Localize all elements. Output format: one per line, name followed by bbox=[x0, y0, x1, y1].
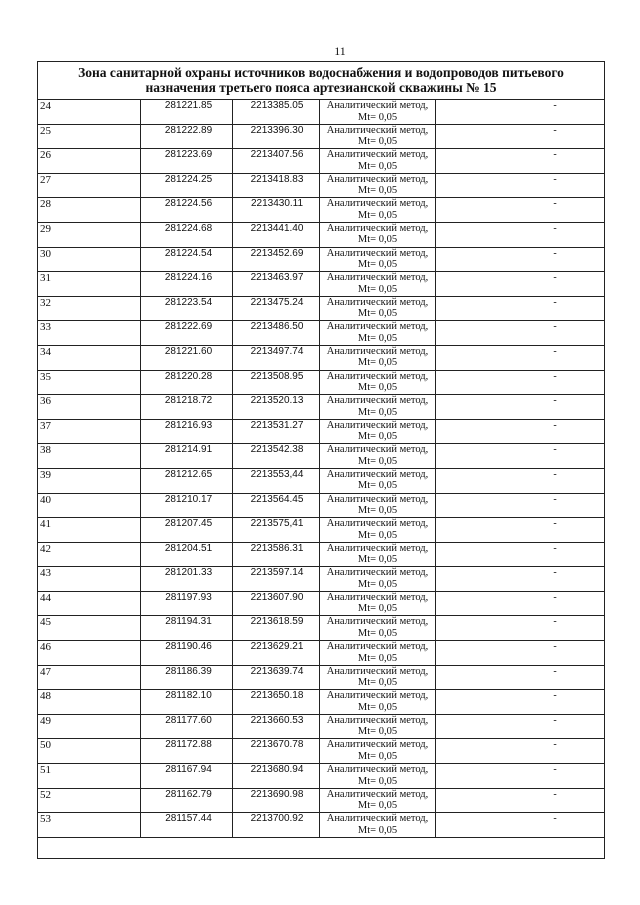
point-number: 36 bbox=[38, 395, 141, 420]
coordinate-y: 2213407.56 bbox=[233, 149, 320, 174]
method-cell bbox=[320, 764, 436, 789]
accuracy-label: Mt= 0,05 bbox=[357, 627, 398, 639]
method-label: Аналитический метод, bbox=[326, 567, 429, 579]
table-row bbox=[38, 591, 605, 616]
accuracy-label: Mt= 0,05 bbox=[357, 726, 398, 738]
point-number: 24 bbox=[38, 100, 141, 125]
coordinate-y: 2213463.97 bbox=[233, 272, 320, 297]
coordinate-x: 281212.65 bbox=[141, 468, 233, 493]
method-cell bbox=[320, 321, 436, 346]
point-number: 26 bbox=[38, 149, 141, 174]
accuracy-label: Mt= 0,05 bbox=[357, 603, 398, 615]
description-value: - bbox=[553, 468, 557, 480]
coordinate-x: 281224.25 bbox=[141, 173, 233, 198]
method-cell bbox=[320, 149, 436, 174]
coordinate-x: 281224.54 bbox=[141, 247, 233, 272]
method-cell bbox=[320, 468, 436, 493]
description-value: - bbox=[553, 714, 557, 726]
coordinate-x: 281162.79 bbox=[141, 788, 233, 813]
method-cell bbox=[320, 788, 436, 813]
method-label: Аналитический метод, bbox=[326, 764, 429, 776]
point-number: 47 bbox=[38, 665, 141, 690]
table-row bbox=[38, 493, 605, 518]
coordinate-x: 281197.93 bbox=[141, 591, 233, 616]
coordinate-y: 2213680.94 bbox=[233, 764, 320, 789]
method-cell bbox=[320, 567, 436, 592]
accuracy-label: Mt= 0,05 bbox=[357, 332, 398, 344]
method-cell bbox=[320, 690, 436, 715]
point-number: 35 bbox=[38, 370, 141, 395]
method-cell bbox=[320, 222, 436, 247]
description-value: - bbox=[553, 616, 557, 628]
description-value: - bbox=[553, 641, 557, 653]
method-label: Аналитический метод, bbox=[326, 247, 429, 259]
accuracy-label: Mt= 0,05 bbox=[357, 431, 398, 443]
method-label: Аналитический метод, bbox=[326, 813, 429, 825]
accuracy-label: Mt= 0,05 bbox=[357, 775, 398, 787]
description-value: - bbox=[553, 567, 557, 579]
point-number: 48 bbox=[38, 690, 141, 715]
description-cell bbox=[436, 714, 605, 739]
method-cell bbox=[320, 198, 436, 223]
table-row bbox=[38, 641, 605, 666]
description-value: - bbox=[553, 813, 557, 825]
accuracy-label: Mt= 0,05 bbox=[357, 824, 398, 836]
coordinate-y: 2213497.74 bbox=[233, 345, 320, 370]
description-cell bbox=[436, 493, 605, 518]
coordinate-x: 281216.93 bbox=[141, 419, 233, 444]
accuracy-label: Mt= 0,05 bbox=[357, 578, 398, 590]
coordinate-y: 2213542.38 bbox=[233, 444, 320, 469]
point-number: 29 bbox=[38, 222, 141, 247]
coordinate-x: 281167.94 bbox=[141, 764, 233, 789]
table-bottom-strip bbox=[38, 837, 605, 858]
coordinate-y: 2213700.92 bbox=[233, 813, 320, 838]
coordinate-y: 2213607.90 bbox=[233, 591, 320, 616]
method-label: Аналитический метод, bbox=[326, 345, 429, 357]
coordinate-y: 2213475.24 bbox=[233, 296, 320, 321]
description-value: - bbox=[553, 173, 557, 185]
coordinate-y: 2213670.78 bbox=[233, 739, 320, 764]
coordinate-x: 281214.91 bbox=[141, 444, 233, 469]
method-cell bbox=[320, 370, 436, 395]
coordinate-x: 281223.54 bbox=[141, 296, 233, 321]
coordinate-y: 2213553,44 bbox=[233, 468, 320, 493]
description-value: - bbox=[553, 124, 557, 136]
method-cell bbox=[320, 714, 436, 739]
method-label: Аналитический метод, bbox=[326, 591, 429, 603]
description-cell bbox=[436, 567, 605, 592]
method-label: Аналитический метод, bbox=[326, 124, 429, 136]
point-number: 33 bbox=[38, 321, 141, 346]
point-number: 43 bbox=[38, 567, 141, 592]
description-value: - bbox=[553, 419, 557, 431]
description-cell bbox=[436, 690, 605, 715]
accuracy-label: Mt= 0,05 bbox=[357, 259, 398, 271]
point-number: 52 bbox=[38, 788, 141, 813]
coordinate-x: 281194.31 bbox=[141, 616, 233, 641]
method-label: Аналитический метод, bbox=[326, 444, 429, 456]
accuracy-label: Mt= 0,05 bbox=[357, 480, 398, 492]
method-label: Аналитический метод, bbox=[326, 198, 429, 210]
coordinate-y: 2213418.83 bbox=[233, 173, 320, 198]
table-row bbox=[38, 173, 605, 198]
coordinate-y: 2213575,41 bbox=[233, 518, 320, 543]
description-value: - bbox=[553, 764, 557, 776]
description-cell bbox=[436, 665, 605, 690]
method-cell bbox=[320, 247, 436, 272]
accuracy-label: Mt= 0,05 bbox=[357, 357, 398, 369]
description-cell bbox=[436, 124, 605, 149]
coordinate-y: 2213520.13 bbox=[233, 395, 320, 420]
description-cell bbox=[436, 395, 605, 420]
description-cell bbox=[436, 321, 605, 346]
description-value: - bbox=[553, 149, 557, 161]
description-cell bbox=[436, 616, 605, 641]
accuracy-label: Mt= 0,05 bbox=[357, 505, 398, 516]
point-number: 45 bbox=[38, 616, 141, 641]
description-cell bbox=[436, 272, 605, 297]
coordinate-y: 2213441.40 bbox=[233, 222, 320, 247]
point-number: 39 bbox=[38, 468, 141, 493]
method-label: Аналитический метод, bbox=[326, 321, 429, 333]
coordinate-x: 281204.51 bbox=[141, 542, 233, 567]
method-label: Аналитический метод, bbox=[326, 272, 429, 284]
coordinate-x: 281223.69 bbox=[141, 149, 233, 174]
coordinate-y: 2213430.11 bbox=[233, 198, 320, 223]
method-cell bbox=[320, 296, 436, 321]
accuracy-label: Mt= 0,05 bbox=[357, 160, 398, 172]
coordinate-x: 281222.89 bbox=[141, 124, 233, 149]
point-number: 51 bbox=[38, 764, 141, 789]
description-cell bbox=[436, 173, 605, 198]
coordinate-x: 281221.60 bbox=[141, 345, 233, 370]
description-value: - bbox=[553, 444, 557, 456]
description-value: - bbox=[553, 665, 557, 677]
description-value: - bbox=[553, 198, 557, 210]
method-label: Аналитический метод, bbox=[326, 100, 429, 111]
description-value: - bbox=[553, 739, 557, 751]
method-cell bbox=[320, 518, 436, 543]
point-number: 46 bbox=[38, 641, 141, 666]
table-row bbox=[38, 419, 605, 444]
description-cell bbox=[436, 247, 605, 272]
description-value: - bbox=[553, 345, 557, 357]
coordinate-y: 2213486.50 bbox=[233, 321, 320, 346]
point-number: 25 bbox=[38, 124, 141, 149]
coordinate-y: 2213508.95 bbox=[233, 370, 320, 395]
empty-cell bbox=[38, 837, 605, 858]
coordinate-x: 281221.85 bbox=[141, 100, 233, 125]
method-label: Аналитический метод, bbox=[326, 370, 429, 382]
method-cell bbox=[320, 419, 436, 444]
method-label: Аналитический метод, bbox=[326, 714, 429, 726]
coordinate-x: 281224.56 bbox=[141, 198, 233, 223]
coordinate-x: 281207.45 bbox=[141, 518, 233, 543]
accuracy-label: Mt= 0,05 bbox=[357, 209, 398, 221]
point-number: 31 bbox=[38, 272, 141, 297]
coordinate-y: 2213618.59 bbox=[233, 616, 320, 641]
description-cell bbox=[436, 444, 605, 469]
table-row bbox=[38, 764, 605, 789]
method-cell bbox=[320, 542, 436, 567]
method-label: Аналитический метод, bbox=[326, 542, 429, 554]
description-cell bbox=[436, 222, 605, 247]
coordinate-x: 281182.10 bbox=[141, 690, 233, 715]
method-cell bbox=[320, 100, 436, 125]
coordinate-y: 2213452.69 bbox=[233, 247, 320, 272]
accuracy-label: Mt= 0,05 bbox=[357, 111, 398, 123]
description-cell bbox=[436, 345, 605, 370]
accuracy-label: Mt= 0,05 bbox=[357, 234, 398, 246]
table-row bbox=[38, 296, 605, 321]
coordinate-y: 2213385.05 bbox=[233, 100, 320, 125]
table-row bbox=[38, 198, 605, 223]
accuracy-label: Mt= 0,05 bbox=[357, 554, 398, 566]
accuracy-label: Mt= 0,05 bbox=[357, 800, 398, 812]
method-label: Аналитический метод, bbox=[326, 739, 429, 751]
coordinate-x: 281177.60 bbox=[141, 714, 233, 739]
accuracy-label: Mt= 0,05 bbox=[357, 136, 398, 148]
point-number: 44 bbox=[38, 591, 141, 616]
description-value: - bbox=[553, 296, 557, 308]
method-label: Аналитический метод, bbox=[326, 395, 429, 407]
coordinate-y: 2213629.21 bbox=[233, 641, 320, 666]
description-cell bbox=[436, 100, 605, 125]
description-cell bbox=[436, 296, 605, 321]
table-row bbox=[38, 665, 605, 690]
coordinate-x: 281224.68 bbox=[141, 222, 233, 247]
point-number: 37 bbox=[38, 419, 141, 444]
coordinate-x: 281220.28 bbox=[141, 370, 233, 395]
table-row bbox=[38, 247, 605, 272]
method-label: Аналитический метод, bbox=[326, 690, 429, 702]
table-title bbox=[38, 62, 605, 100]
description-value: - bbox=[553, 518, 557, 530]
description-value: - bbox=[553, 321, 557, 333]
method-cell bbox=[320, 591, 436, 616]
description-cell bbox=[436, 370, 605, 395]
description-cell bbox=[436, 591, 605, 616]
method-label: Аналитический метод, bbox=[326, 173, 429, 185]
method-cell bbox=[320, 739, 436, 764]
description-value: - bbox=[553, 395, 557, 407]
description-cell bbox=[436, 813, 605, 838]
coordinate-y: 2213586.31 bbox=[233, 542, 320, 567]
table-row bbox=[38, 788, 605, 813]
point-number: 32 bbox=[38, 296, 141, 321]
point-number: 38 bbox=[38, 444, 141, 469]
method-cell bbox=[320, 665, 436, 690]
method-label: Аналитический метод, bbox=[326, 641, 429, 653]
description-cell bbox=[436, 419, 605, 444]
description-cell bbox=[436, 468, 605, 493]
coordinate-x: 281157.44 bbox=[141, 813, 233, 838]
coordinate-x: 281222.69 bbox=[141, 321, 233, 346]
method-cell bbox=[320, 641, 436, 666]
accuracy-label: Mt= 0,05 bbox=[357, 455, 398, 467]
accuracy-label: Mt= 0,05 bbox=[357, 406, 398, 418]
coordinate-y: 2213690.98 bbox=[233, 788, 320, 813]
method-label: Аналитический метод, bbox=[326, 665, 429, 677]
table-title-line2: назначения третьего пояса артезианской скважины № 15 bbox=[145, 80, 497, 95]
method-cell bbox=[320, 616, 436, 641]
method-cell bbox=[320, 173, 436, 198]
point-number: 28 bbox=[38, 198, 141, 223]
coordinate-y: 2213650.18 bbox=[233, 690, 320, 715]
point-number: 53 bbox=[38, 813, 141, 838]
point-number: 34 bbox=[38, 345, 141, 370]
coordinate-y: 2213531.27 bbox=[233, 419, 320, 444]
coordinate-y: 2213564.45 bbox=[233, 493, 320, 518]
description-cell bbox=[436, 764, 605, 789]
coordinate-x: 281186.39 bbox=[141, 665, 233, 690]
coordinate-y: 2213660.53 bbox=[233, 714, 320, 739]
description-value: - bbox=[553, 370, 557, 382]
description-value: - bbox=[553, 690, 557, 702]
accuracy-label: Mt= 0,05 bbox=[357, 185, 398, 197]
point-number: 27 bbox=[38, 173, 141, 198]
description-value: - bbox=[553, 591, 557, 603]
method-label: Аналитический метод, bbox=[326, 419, 429, 431]
method-cell bbox=[320, 124, 436, 149]
point-number: 41 bbox=[38, 518, 141, 543]
accuracy-label: Mt= 0,05 bbox=[357, 308, 398, 320]
method-label: Аналитический метод, bbox=[326, 468, 429, 480]
description-cell bbox=[436, 198, 605, 223]
table-row bbox=[38, 321, 605, 346]
description-cell bbox=[436, 542, 605, 567]
coordinate-y: 2213396.30 bbox=[233, 124, 320, 149]
table-row bbox=[38, 690, 605, 715]
coordinate-x: 281172.88 bbox=[141, 739, 233, 764]
coordinate-y: 2213597.14 bbox=[233, 567, 320, 592]
method-label: Аналитический метод, bbox=[326, 518, 429, 530]
description-cell bbox=[436, 641, 605, 666]
description-cell bbox=[436, 149, 605, 174]
table-row bbox=[38, 468, 605, 493]
method-label: Аналитический метод, bbox=[326, 222, 429, 234]
description-cell bbox=[436, 739, 605, 764]
coordinate-x: 281224.16 bbox=[141, 272, 233, 297]
table-row bbox=[38, 616, 605, 641]
page-number: 11 bbox=[334, 44, 346, 58]
description-value: - bbox=[553, 222, 557, 234]
table-row bbox=[38, 100, 605, 125]
table-row bbox=[38, 395, 605, 420]
method-cell bbox=[320, 345, 436, 370]
point-number: 50 bbox=[38, 739, 141, 764]
description-value: - bbox=[553, 247, 557, 259]
point-number: 49 bbox=[38, 714, 141, 739]
accuracy-label: Mt= 0,05 bbox=[357, 652, 398, 664]
coordinate-y: 2213639.74 bbox=[233, 665, 320, 690]
method-cell bbox=[320, 813, 436, 838]
table-row bbox=[38, 124, 605, 149]
point-number: 40 bbox=[38, 493, 141, 518]
method-label: Аналитический метод, bbox=[326, 149, 429, 161]
table-title-line1: Зона санитарной охраны источников водоснабжения и водопроводов питьевого bbox=[78, 65, 564, 80]
coordinate-x: 281218.72 bbox=[141, 395, 233, 420]
coordinate-x: 281190.46 bbox=[141, 641, 233, 666]
table-row bbox=[38, 444, 605, 469]
method-label: Аналитический метод, bbox=[326, 493, 429, 505]
coordinate-x: 281210.17 bbox=[141, 493, 233, 518]
accuracy-label: Mt= 0,05 bbox=[357, 283, 398, 295]
accuracy-label: Mt= 0,05 bbox=[357, 529, 398, 541]
table-row bbox=[38, 813, 605, 838]
table-row bbox=[38, 739, 605, 764]
accuracy-label: Mt= 0,05 bbox=[357, 677, 398, 689]
table-row bbox=[38, 714, 605, 739]
method-cell bbox=[320, 493, 436, 518]
table-row bbox=[38, 567, 605, 592]
method-cell bbox=[320, 444, 436, 469]
description-value: - bbox=[553, 272, 557, 284]
description-value: - bbox=[553, 100, 557, 111]
description-value: - bbox=[553, 493, 557, 505]
point-number: 30 bbox=[38, 247, 141, 272]
table-row bbox=[38, 149, 605, 174]
method-label: Аналитический метод, bbox=[326, 788, 429, 800]
method-cell bbox=[320, 272, 436, 297]
coordinates-table bbox=[37, 61, 605, 859]
table-row bbox=[38, 518, 605, 543]
point-number: 42 bbox=[38, 542, 141, 567]
accuracy-label: Mt= 0,05 bbox=[357, 750, 398, 762]
method-cell bbox=[320, 395, 436, 420]
description-cell bbox=[436, 788, 605, 813]
table-row bbox=[38, 272, 605, 297]
table-row bbox=[38, 542, 605, 567]
accuracy-label: Mt= 0,05 bbox=[357, 382, 398, 394]
table-row bbox=[38, 222, 605, 247]
table-row bbox=[38, 370, 605, 395]
description-cell bbox=[436, 518, 605, 543]
description-value: - bbox=[553, 542, 557, 554]
accuracy-label: Mt= 0,05 bbox=[357, 701, 398, 713]
table-title-row bbox=[38, 62, 605, 100]
table-row bbox=[38, 345, 605, 370]
coordinate-x: 281201.33 bbox=[141, 567, 233, 592]
description-value: - bbox=[553, 788, 557, 800]
method-label: Аналитический метод, bbox=[326, 616, 429, 628]
method-label: Аналитический метод, bbox=[326, 296, 429, 308]
